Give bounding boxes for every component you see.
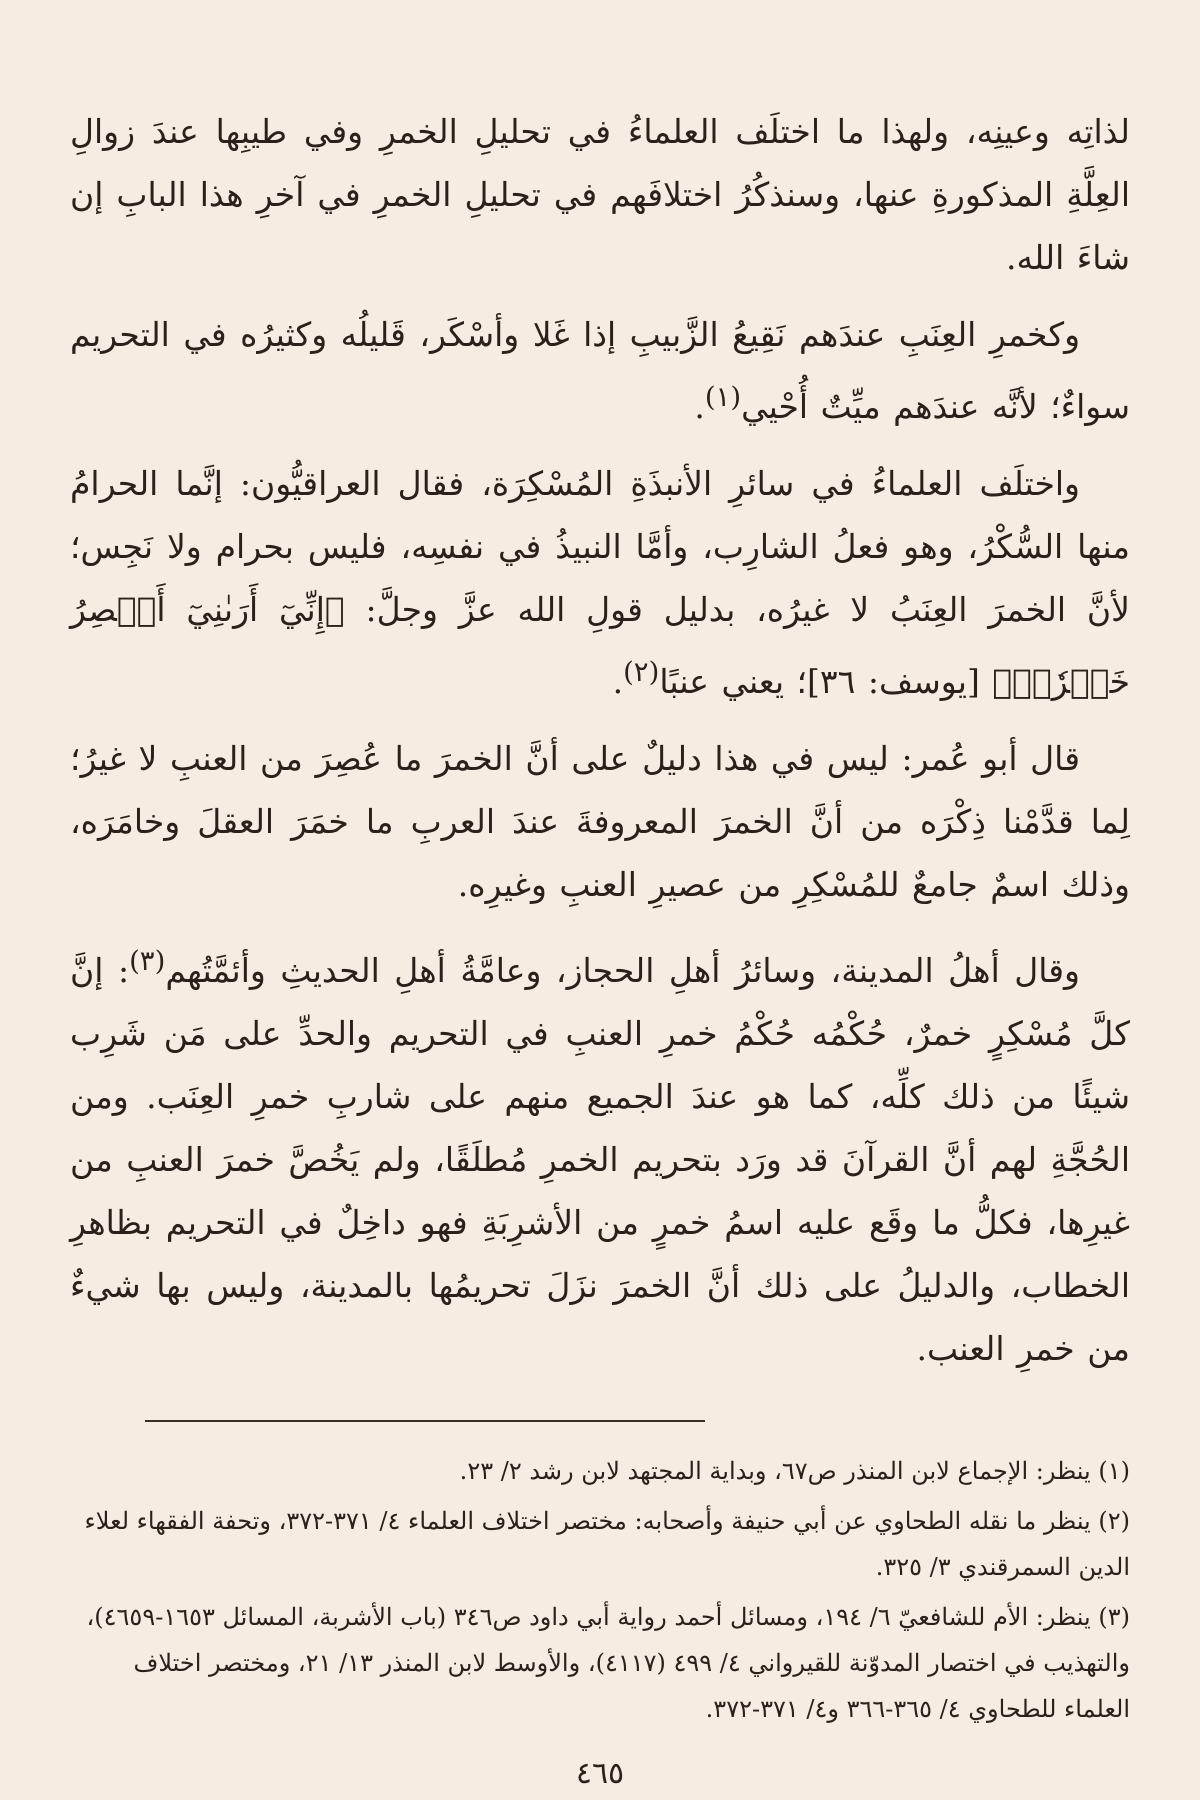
main-text	[70, 100, 1130, 1380]
paragraph-3	[70, 452, 1130, 713]
footnote-3: (٣) ينظر: الأم للشافعيّ ٦/ ١٩٤، ومسائل أحمد رواية أبي داود ص٣٤٦ (باب الأشربة، المسائل ١٦٥٣-٤٦٥٩)، والتهذيب في اختصار المدوّنة للقيرواني ٤/ ٤٩٩ (٤١١٧)، والأوسط لابن المنذر ١٣/ ٢١، ومختصر اختلاف العلماء للطحاوي ٤/ ٣٦٥-٣٦٦ و٤/ ٣٧١-٣٧٢.	[86, 1603, 1130, 1723]
paragraph-1-text: لذاتِه وعينِه، ولهذا ما اختلَف العلماءُ في تحليلِ الخمرِ وفي طيبِها عندَ زوالِ العِلَّةِ المذكورةِ عنها، وسنذكُرُ اختلافَهم في تحليلِ الخمرِ في آخرِ هذا البابِ إن شاءَ الله.	[70, 112, 1130, 277]
paragraph-4	[70, 727, 1130, 916]
paragraph-5-text: إنَّ كلَّ مُسْكِرٍ خمرٌ، حُكْمُه حُكْمُ خمرِ العنبِ في التحريم والحدِّ على مَن شَرِب شيئًا من ذلك كلِّه، كما هو عندَ الجميع منهم على شاربِ خمرِ العِنَب. ومن الحُجَّةِ لهم أنَّ القرآنَ قد ورَد بتحريم الخمرِ مُطلَقًا، ولم يَخُصَّ خمرَ العنبِ من غيرِها، فكلُّ ما وقَع عليه اسمُ خمرٍ من الأشرِبَةِ فهو داخِلٌ في التحريم بظاهرِ الخطاب، والدليلُ على ذلك أنَّ الخمرَ نزَلَ تحريمُها بالمدينة، وليس بها شيءٌ من خمرِ العنب.	[70, 951, 1130, 1368]
paragraph-1	[70, 100, 1130, 289]
paragraph-5	[70, 930, 1130, 1380]
paragraph-3-text: واختلَف العلماءُ في سائرِ الأنبذَةِ المُسْكِرَة، فقال العراقيُّون: إنَّما الحرامُ منها السُّكْرُ، وهو فعلُ الشارِب، وأمَّا النبيذُ في نفسِه، فليس بحرام ولا نَجِس؛ لأنَّ الخمرَ العِنَبُ لا غيرُه، بدليل قولِ الله عزَّ وجلَّ:	[70, 464, 1130, 629]
footnote-ref-2: (٢)	[623, 656, 660, 688]
quran-verse: ﴿إِنِّيٓ أَرَىٰنِيٓ أَعۡصِرُ خَمۡرٗاۖ﴾	[70, 590, 1130, 701]
footnote-2: (٢) ينظر ما نقله الطحاوي عن أبي حنيفة وأصحابه: مختصر اختلاف العلماء ٤/ ٣٧١-٣٧٢، وتحفة الفقهاء لعلاء الدين السمرقندي ٣/ ٣٢٥.	[84, 1507, 1130, 1581]
quran-citation: [يوسف: ٣٦]؛ يعني عنبًا	[659, 662, 980, 701]
footnote-ref-3: (٣)	[129, 945, 166, 977]
page-number: ٤٦٥	[575, 1756, 625, 1791]
paragraph-2-text: وكخمرِ العِنَبِ عندَهم نَقِيعُ الزَّبيبِ إذا غَلا وأسْكَر، قَليلُه وكثيرُه في التحريم سواءٌ؛ لأنَّه عندَهم ميِّتٌ أُحْيي	[70, 315, 1130, 426]
paragraph-5-colon: :	[117, 951, 130, 990]
footnotes	[70, 1448, 1130, 1732]
paragraph-2-end: .	[694, 387, 705, 426]
paragraph-2	[70, 303, 1130, 438]
footnote-divider	[145, 1420, 705, 1422]
paragraph-4-text: قال أبو عُمر: ليس في هذا دليلٌ على أنَّ الخمرَ ما عُصِرَ من العنبِ لا غيرُ؛ لِما قدَّمْنا ذِكْرَه من أنَّ الخمرَ المعروفةَ عندَ العربِ ما خمَرَ العقلَ وخامَرَه، وذلك اسمٌ جامعٌ للمُسْكِرِ من عصيرِ العنبِ وغيرِه.	[70, 739, 1130, 904]
footnote-1: (١) ينظر: الإجماع لابن المنذر ص٦٧، وبداية المجتهد لابن رشد ٢/ ٢٣.	[459, 1457, 1130, 1485]
paragraph-5-lead: وقال أهلُ المدينة، وسائرُ أهلِ الحجاز، وعامَّةُ أهلِ الحديثِ وأئمَّتُهم	[165, 951, 1080, 990]
paragraph-3-end: .	[612, 662, 624, 701]
footnote-ref-1: (١)	[704, 381, 742, 413]
